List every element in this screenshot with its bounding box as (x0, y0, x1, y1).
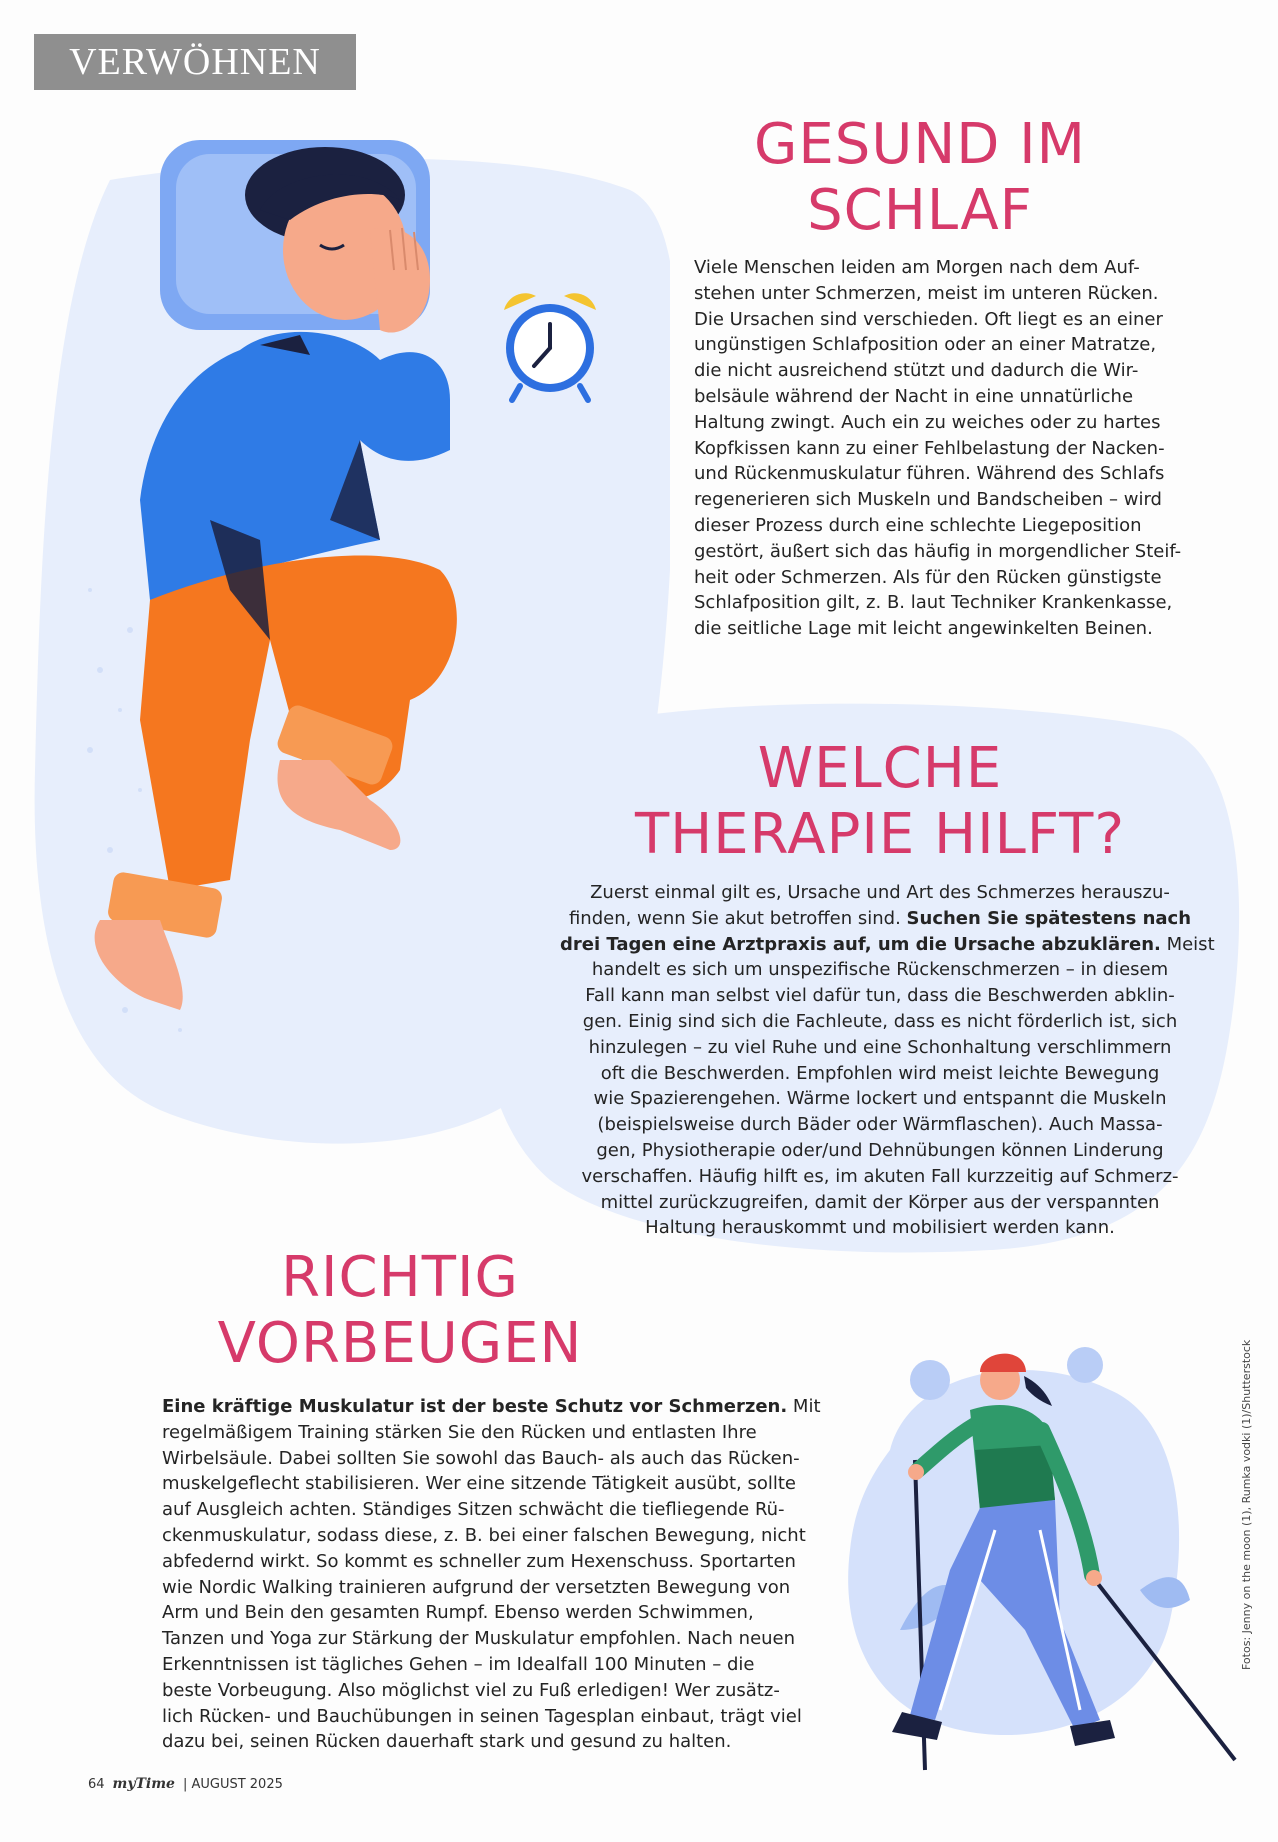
body-line: Kopfkissen kann zu einer Fehlbelastung der Nacken- (694, 437, 1165, 459)
alarm-clock-icon (490, 280, 610, 410)
body-line: lich Rücken- und Bauchübungen in seinen Tagesplan einbaut, trägt viel (162, 1705, 802, 1727)
emphasis-text: Eine kräftige Muskulatur ist der beste Schutz vor Schmerzen. (162, 1396, 788, 1417)
body-line: Fall kann man selbst viel dafür tun, dass die Beschwerden abklin- (585, 985, 1175, 1007)
body-line: Die Ursachen sind verschieden. Oft liegt es an einer (694, 308, 1163, 330)
headline-line: RICHTIG (281, 1245, 519, 1310)
body-line: Zuerst einmal gilt es, Ursache und Art des Schmerzes herauszu- (590, 882, 1170, 903)
page-footer (88, 1776, 283, 1792)
headline-line: THERAPIE HILFT? (634, 802, 1126, 867)
headline-line: GESUND IM (754, 112, 1086, 177)
body-line: mittel zurückzugreifen, damit der Körper aus der verspannten (600, 1191, 1160, 1213)
body-line (560, 932, 1215, 958)
prevention-headline (200, 1245, 600, 1377)
body-line: die seitliche Lage mit leicht angewinkelten Beinen. (694, 618, 1153, 640)
body-line: Arm und Bein den gesamten Rumpf. Ebenso werden Schwimmen, (162, 1602, 754, 1624)
body-line: Viele Menschen leiden am Morgen nach dem Auf- (694, 257, 1140, 278)
body-line: dieser Prozess durch eine schlechte Liegeposition (694, 514, 1142, 536)
body-line: (beispielsweise durch Bäder oder Wärmflaschen). Auch Massa- (597, 1114, 1163, 1136)
body-line: stehen unter Schmerzen, meist im unteren Rücken. (694, 282, 1159, 304)
issue-date: | AUGUST 2025 (182, 1777, 283, 1792)
therapy-headline (630, 736, 1130, 868)
body-line: gestört, äußert sich das häufig in morgendlicher Steif- (694, 540, 1182, 562)
emphasis-text: Suchen Sie spätestens nach (906, 907, 1192, 929)
magazine-logo: myTime (112, 1776, 175, 1792)
headline-line: VORBEUGEN (217, 1311, 583, 1376)
body-line: wie Spazierengehen. Wärme lockert und entspannt die Muskeln (593, 1088, 1167, 1110)
sleep-body-text (694, 255, 1182, 642)
therapy-body-text (560, 880, 1215, 1241)
body-line: hinzulegen – zu viel Ruhe und eine Schonhaltung verschlimmern (588, 1036, 1172, 1058)
body-line: handelt es sich um unspezifische Rückenschmerzen – in diesem (591, 959, 1169, 981)
body-line: muskelgeflecht stabilisieren. Wer eine sitzende Tätigkeit ausübt, sollte (162, 1473, 796, 1495)
body-line: regelmäßigem Training stärken Sie den Rücken und entlasten Ihre (162, 1421, 757, 1443)
body-line: beste Vorbeugung. Also möglichst viel zu Fuß erledigen! Wer zusätz- (162, 1679, 780, 1701)
photo-credit: Fotos: Jenny on the moon (1), Rumka vodki (1)/Shutterstock (1240, 1339, 1253, 1670)
body-line: Tanzen und Yoga zur Stärkung der Muskulatur empfohlen. Nach neuen (162, 1628, 796, 1650)
body-line: ckenmuskulatur, sodass diese, z. B. bei einer falschen Bewegung, nicht (162, 1524, 806, 1546)
body-line: belsäule während der Nacht in eine unnatürliche (694, 385, 1134, 407)
prevention-body-text (162, 1394, 821, 1755)
page-number: 64 (88, 1777, 105, 1792)
body-text-run: Meist (1160, 933, 1215, 955)
body-line: wie Nordic Walking trainieren aufgrund der versetzten Bewegung von (162, 1576, 791, 1598)
body-line: dazu bei, seinen Rücken dauerhaft stark und gesund zu halten. (162, 1731, 732, 1753)
body-line (560, 906, 1200, 932)
sleeping-man-illustration (80, 120, 600, 1180)
body-line: gen, Physiotherapie oder/und Dehnübungen können Linderung (596, 1139, 1164, 1161)
section-label: VERWÖHNEN (34, 34, 356, 90)
body-line: verschaffen. Häufig hilft es, im akuten Fall kurzzeitig auf Schmerz- (581, 1165, 1179, 1187)
body-line: Haltung herauskommt und mobilisiert werden kann. (645, 1217, 1115, 1239)
body-text-run: finden, wenn Sie akut betroffen sind. (568, 907, 907, 929)
emphasis-text: drei Tagen eine Arztpraxis auf, um die Ursache abzuklären. (560, 933, 1161, 955)
body-line: gen. Einig sind sich die Fachleute, dass es nicht förderlich ist, sich (582, 1010, 1178, 1032)
body-line: Schlafposition gilt, z. B. laut Techniker Krankenkasse, (694, 592, 1173, 614)
body-line: oft die Beschwerden. Empfohlen wird meist leichte Bewegung (600, 1062, 1160, 1084)
nordic-walker-illustration (830, 1330, 1250, 1790)
body-line: Wirbelsäule. Dabei sollten Sie sowohl das Bauch- als auch das Rücken- (162, 1447, 800, 1469)
body-line: ungünstigen Schlafposition oder an einer Matratze, (694, 334, 1157, 356)
body-line (162, 1394, 821, 1420)
body-line: heit oder Schmerzen. Als für den Rücken günstigste (694, 566, 1162, 588)
body-line: Erkenntnissen ist tägliches Gehen – im Idealfall 100 Minuten – die (162, 1653, 755, 1675)
body-line: und Rückenmuskulatur führen. Während des Schlafs (694, 463, 1165, 485)
body-line: abfedernd wirkt. So kommt es schneller zum Hexenschuss. Sportarten (162, 1550, 796, 1572)
headline-line: WELCHE (757, 736, 1003, 801)
body-line: Haltung zwingt. Auch ein zu weiches oder zu hartes (694, 411, 1161, 433)
body-line: die nicht ausreichend stützt und dadurch die Wir- (694, 360, 1139, 382)
body-line: regenerieren sich Muskeln und Bandscheiben – wird (694, 489, 1162, 511)
body-line: auf Ausgleich achten. Ständiges Sitzen schwächt die tiefliegende Rü- (162, 1499, 785, 1521)
sleep-headline (700, 112, 1140, 244)
headline-line: SCHLAF (807, 178, 1033, 243)
body-text-run: Mit (787, 1396, 821, 1417)
